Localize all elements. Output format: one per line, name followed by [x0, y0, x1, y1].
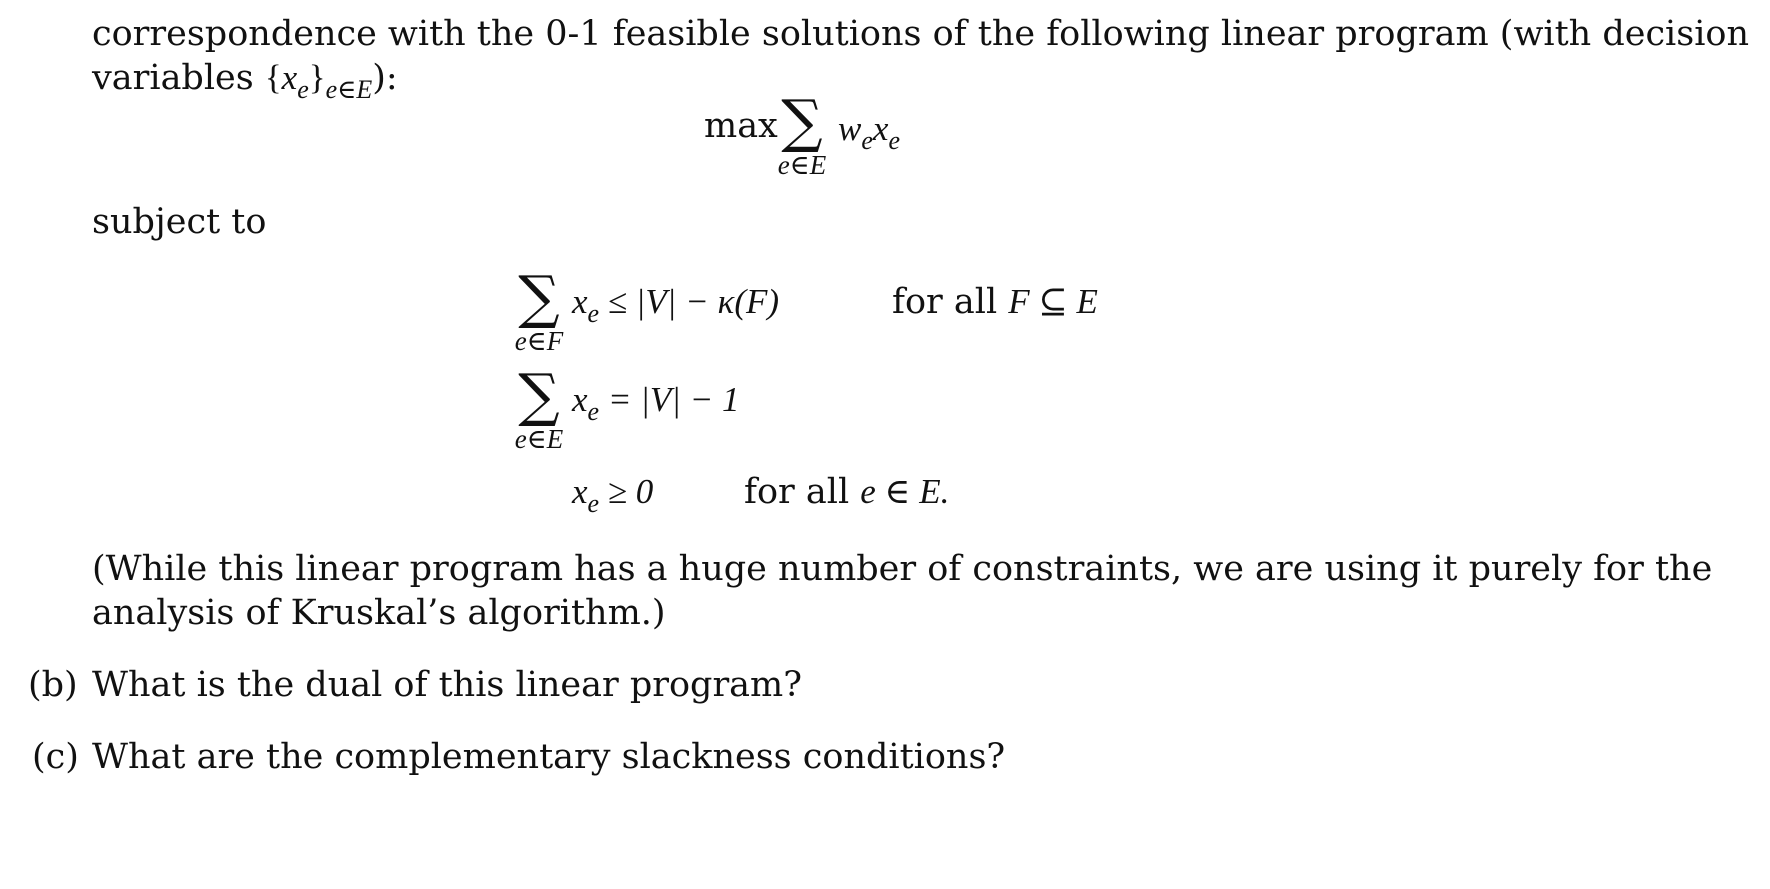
- constraint2-sum: [510, 361, 568, 454]
- paragraph-line: [92, 56, 398, 103]
- constraint3-expression: [572, 470, 653, 517]
- sum-index: e∈E: [777, 150, 827, 180]
- math-subscript: e∈E: [325, 75, 373, 104]
- math-rhs: ≥ 0: [599, 472, 654, 511]
- item-text-b: What is the dual of this linear program?: [92, 665, 802, 705]
- item-label-b: (b): [28, 665, 78, 705]
- math-var: x: [572, 282, 588, 321]
- math-subscript: e: [587, 489, 600, 518]
- sigma-symbol: ∑: [518, 361, 560, 429]
- paragraph-line: (While this linear program has a huge number of constraints, we are using it purely for the: [92, 549, 1713, 589]
- objective-sum: [772, 87, 832, 180]
- item-text-c: What are the complementary slackness conditions?: [92, 737, 1006, 777]
- math-rhs: ≤ |V| − κ(F): [599, 282, 780, 321]
- brace: }: [308, 58, 326, 97]
- sum-index: e∈E: [514, 424, 564, 454]
- sum-index: e∈F: [514, 326, 564, 356]
- constraint2-expression: [572, 378, 739, 425]
- math-subscript: e: [297, 75, 309, 104]
- math-var: w: [838, 109, 862, 148]
- math-var: x: [872, 109, 889, 148]
- paragraph-line: analysis of Kruskal’s algorithm.): [92, 593, 666, 633]
- item-label-c: (c): [32, 737, 79, 777]
- constraint1-sum: [510, 263, 568, 356]
- math-subscript: e: [587, 299, 600, 328]
- text-span: ):: [372, 58, 398, 98]
- math-set: [264, 58, 373, 104]
- text-span: for all: [744, 472, 861, 512]
- math-var: x: [572, 380, 588, 419]
- text-span: variables: [92, 58, 265, 98]
- math-rhs: = |V| − 1: [599, 380, 740, 419]
- math-subscript: e: [861, 126, 873, 155]
- math-var: x: [572, 472, 588, 511]
- constraint1-qualifier: [892, 280, 1098, 324]
- text-span: for all: [892, 282, 1009, 322]
- subject-to-label: subject to: [92, 202, 267, 242]
- brace: {: [264, 58, 282, 97]
- sigma-symbol: ∑: [781, 87, 823, 155]
- math-subscript: e: [888, 126, 900, 155]
- math-span: F ⊆ E: [1008, 282, 1098, 321]
- math-var: x: [281, 58, 298, 97]
- objective-expression: [838, 107, 900, 154]
- constraint3-qualifier: [744, 470, 949, 514]
- math-span: e ∈ E.: [860, 472, 950, 511]
- math-subscript: e: [587, 397, 600, 426]
- sigma-symbol: ∑: [518, 263, 560, 331]
- objective-max: max: [704, 106, 778, 146]
- paragraph-line: correspondence with the 0-1 feasible solutions of the following linear program (with decision: [92, 14, 1750, 54]
- constraint1-expression: [572, 280, 779, 327]
